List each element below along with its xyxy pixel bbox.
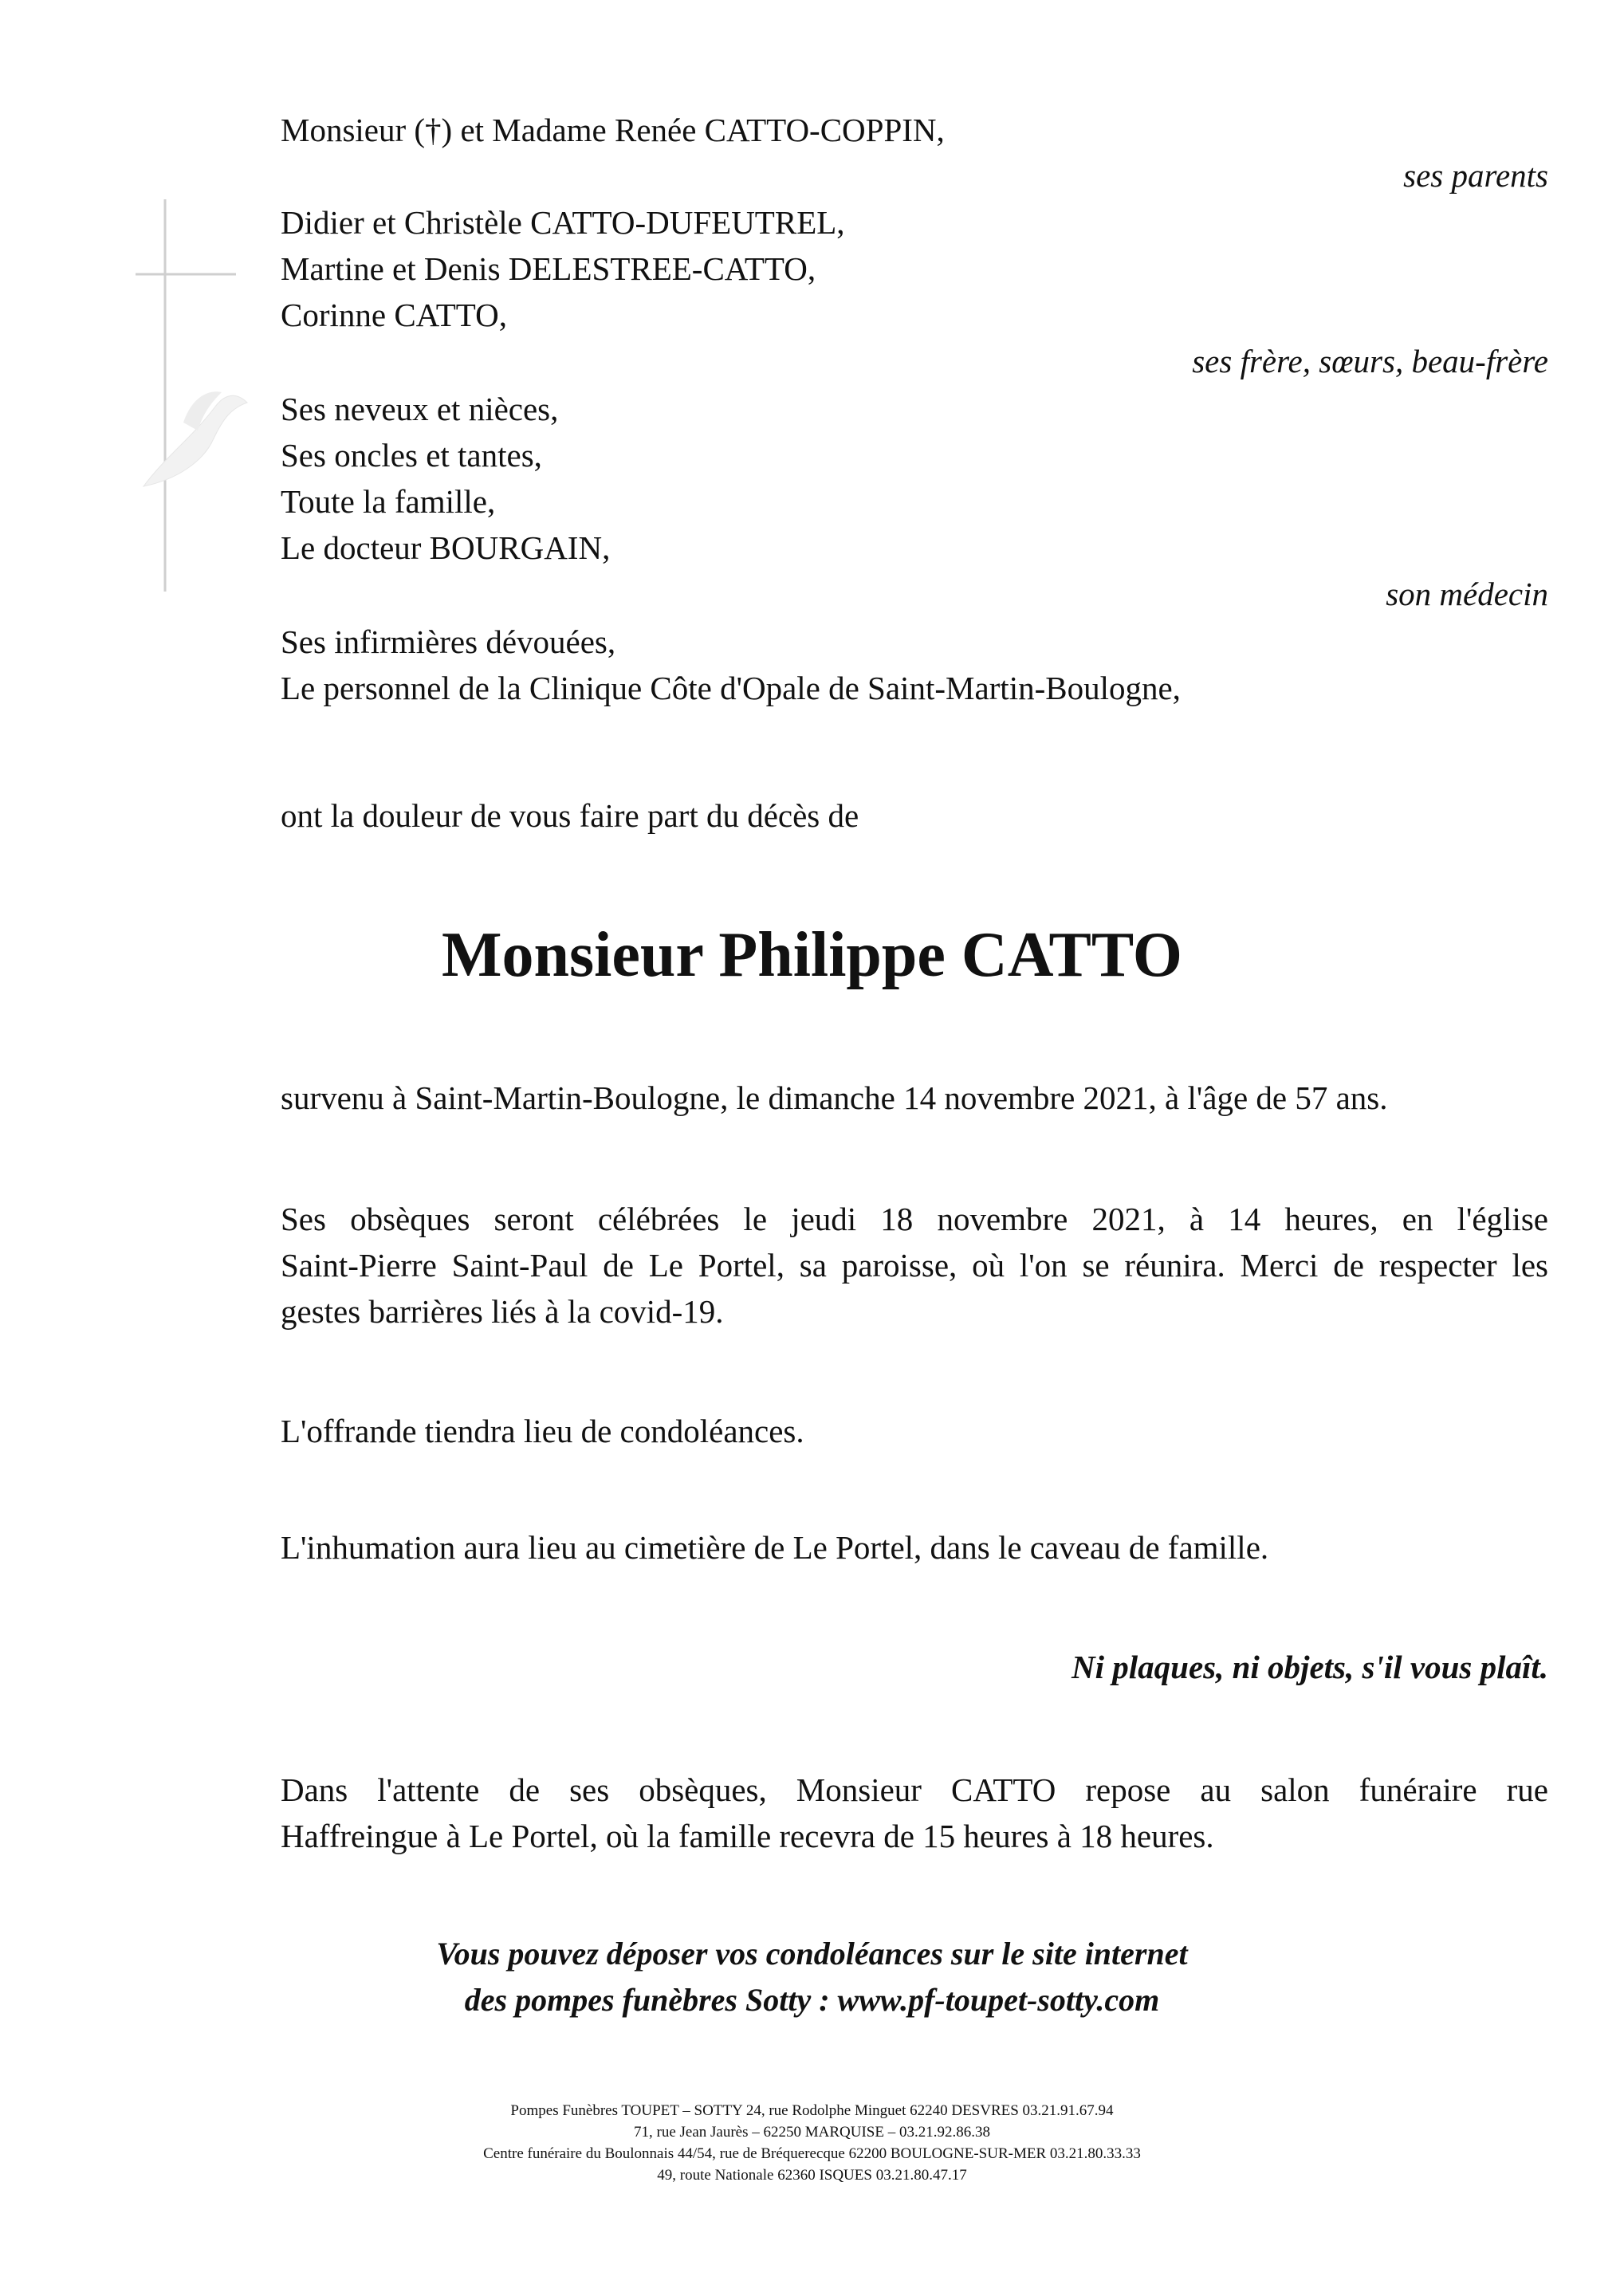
sibling-line: Corinne CATTO, bbox=[281, 297, 507, 333]
burial-text: L'inhumation aura lieu au cimetière de Le Portel, dans le caveau de famille. bbox=[281, 1529, 1269, 1566]
condolences-website[interactable]: des pompes funèbres Sotty : www.pf-toupet-sotty.com bbox=[464, 1982, 1160, 2018]
clinic-line: Le personnel de la Clinique Côte d'Opale de Saint-Martin-Boulogne, bbox=[281, 670, 1181, 706]
nurses-line: Ses infirmières dévouées, bbox=[281, 623, 616, 660]
siblings-role: ses frère, sœurs, beau-frère bbox=[1192, 343, 1548, 379]
doctor-line: Le docteur BOURGAIN, bbox=[281, 529, 611, 566]
parents-role: ses parents bbox=[1403, 157, 1548, 194]
cross-dove-icon bbox=[128, 199, 255, 598]
funeral-line: gestes barrières liés à la covid-19. bbox=[281, 1293, 724, 1330]
footer-line: Pompes Funèbres TOUPET – SOTTY 24, rue Rodolphe Minguet 62240 DESVRES 03.21.91.67.94 bbox=[510, 2102, 1114, 2119]
funeral-line: Ses obsèques seront célébrées le jeudi 18 novembre 2021, à 14 heures, en l'église bbox=[281, 1201, 1548, 1237]
sibling-line: Martine et Denis DELESTREE-CATTO, bbox=[281, 250, 816, 287]
relatives-line: Ses oncles et tantes, bbox=[281, 437, 542, 474]
relatives-line: Ses neveux et nièces, bbox=[281, 391, 559, 427]
announcement-text: ont la douleur de vous faire part du décès de bbox=[281, 797, 859, 834]
rest-line: Dans l'attente de ses obsèques, Monsieur CATTO repose au salon funéraire rue bbox=[281, 1771, 1548, 1808]
no-flowers-note: Ni plaques, ni objets, s'il vous plaît. bbox=[1072, 1649, 1548, 1685]
death-info: survenu à Saint-Martin-Boulogne, le dimanche 14 novembre 2021, à l'âge de 57 ans. bbox=[281, 1079, 1388, 1116]
footer-line: 71, rue Jean Jaurès – 62250 MARQUISE – 03.21.92.86.38 bbox=[634, 2124, 990, 2141]
funeral-line: Saint-Pierre Saint-Paul de Le Portel, sa paroisse, où l'on se réunira. Merci de respecter les bbox=[281, 1247, 1548, 1284]
rest-line: Haffreingue à Le Portel, où la famille recevra de 15 heures à 18 heures. bbox=[281, 1818, 1214, 1854]
footer-line: 49, route Nationale 62360 ISQUES 03.21.80.47.17 bbox=[657, 2167, 967, 2184]
doctor-role: son médecin bbox=[1386, 576, 1548, 612]
offering-text: L'offrande tiendra lieu de condoléances. bbox=[281, 1413, 804, 1449]
relatives-line: Toute la famille, bbox=[281, 483, 496, 520]
sibling-line: Didier et Christèle CATTO-DUFEUTREL, bbox=[281, 204, 845, 241]
condolences-line: Vous pouvez déposer vos condoléances sur le site internet bbox=[436, 1936, 1188, 1972]
deceased-name: Monsieur Philippe CATTO bbox=[441, 920, 1183, 990]
footer-line: Centre funéraire du Boulonnais 44/54, rue de Bréquerecque 62200 BOULOGNE-SUR-MER 03.21.80.33.33 bbox=[483, 2145, 1141, 2162]
parents-line: Monsieur (†) et Madame Renée CATTO-COPPIN, bbox=[281, 112, 945, 148]
